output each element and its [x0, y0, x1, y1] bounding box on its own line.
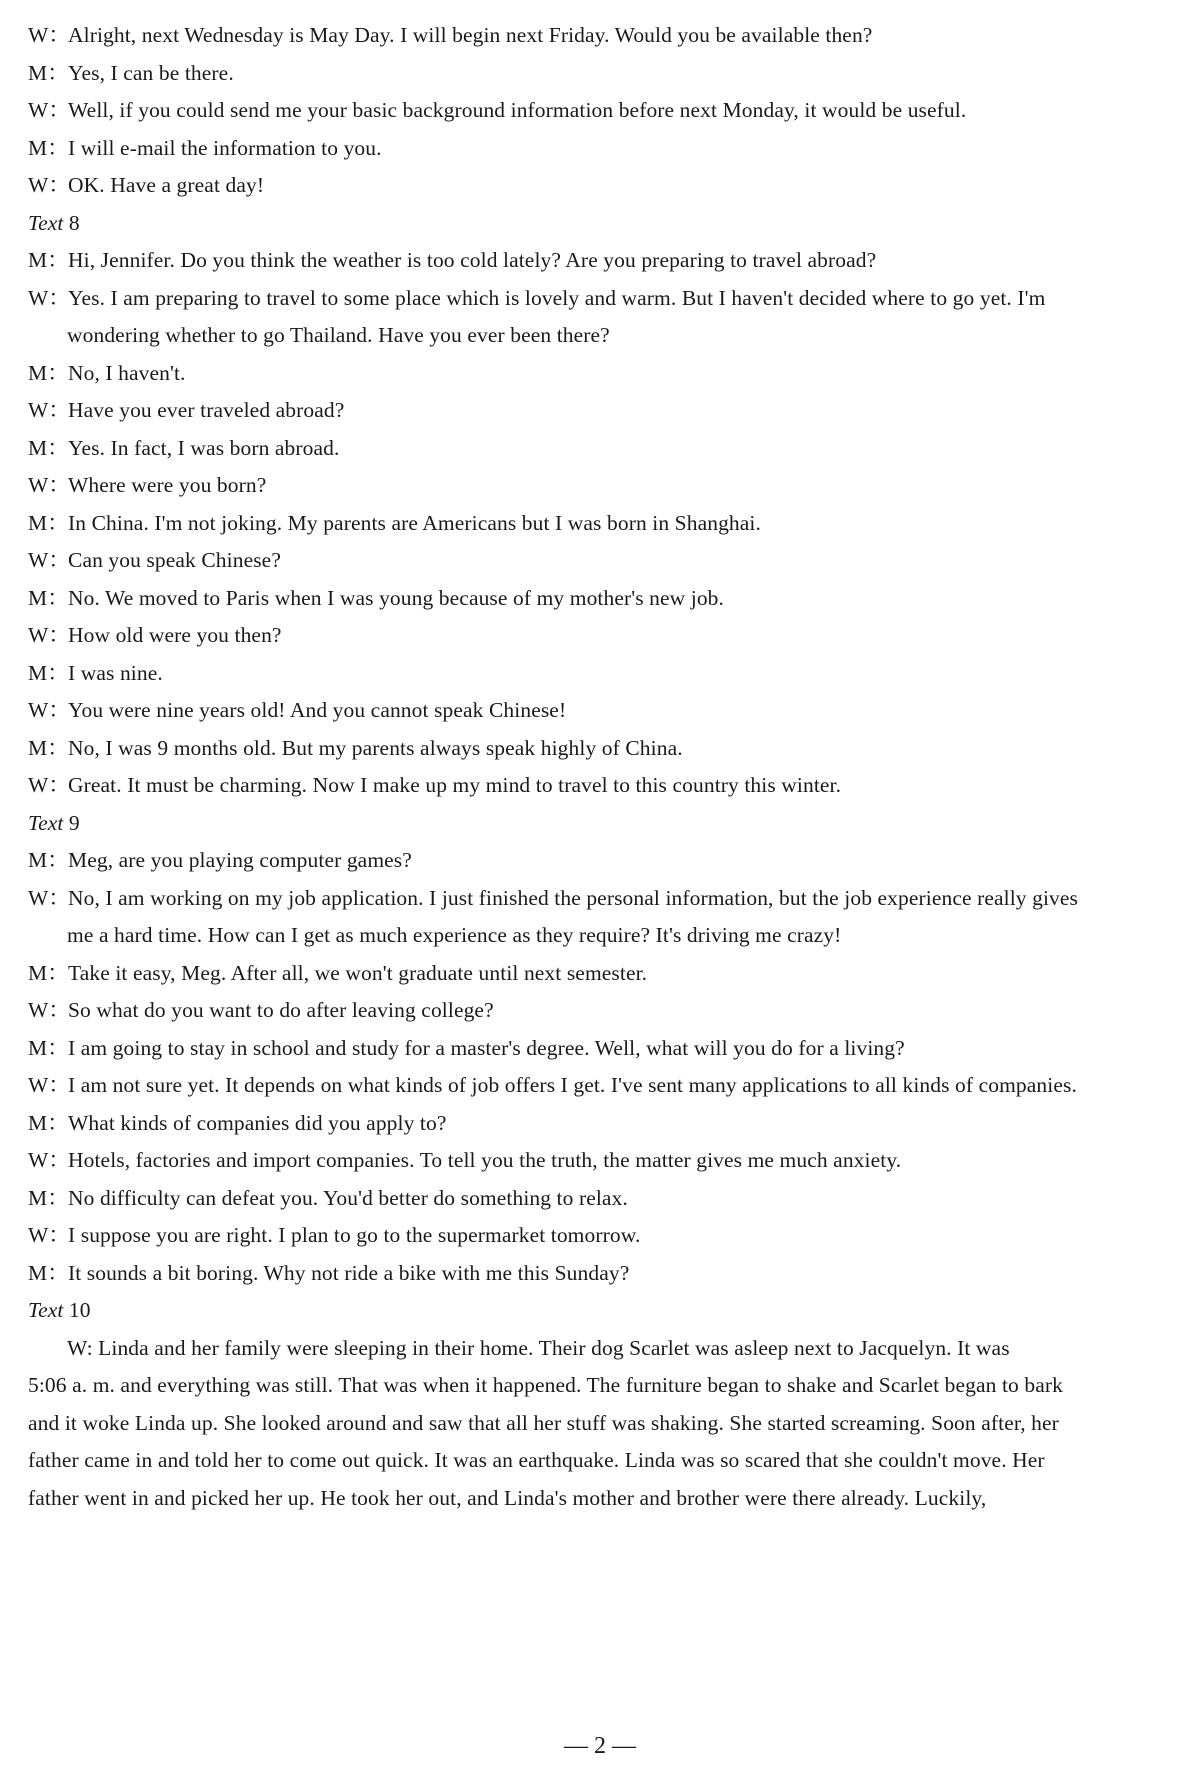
dialogue-line	[28, 470, 1178, 500]
dialogue-line	[28, 133, 1178, 163]
line-text: Yes. In fact, I was born abroad.	[68, 436, 340, 460]
dialogue-line	[28, 1183, 1178, 1213]
line-text: What kinds of companies did you apply to?	[68, 1111, 447, 1135]
speaker-label: W：	[28, 173, 70, 197]
speaker-label: W：	[28, 698, 70, 722]
speaker-label: M：	[28, 136, 69, 160]
line-text: Well, if you could send me your basic background information before next Monday, it would be useful.	[68, 98, 967, 122]
line-text: I was nine.	[68, 661, 163, 685]
line-text: No difficulty can defeat you. You'd better do something to relax.	[68, 1186, 628, 1210]
dialogue-line	[28, 1145, 1178, 1175]
dialogue-line	[28, 508, 1178, 538]
speaker-label: W：	[28, 773, 70, 797]
speaker-label: W：	[28, 886, 70, 910]
line-text: No. We moved to Paris when I was young because of my mother's new job.	[68, 586, 725, 610]
section-heading-text-9	[28, 808, 1178, 838]
speaker-label: M：	[28, 661, 69, 685]
heading-number: 10	[63, 1298, 91, 1322]
speaker-label: M：	[28, 436, 69, 460]
dialogue-line	[28, 658, 1178, 688]
speaker-label: M：	[28, 1186, 69, 1210]
dialogue-line	[28, 433, 1178, 463]
dialogue-line	[28, 58, 1178, 88]
line-text: father came in and told her to come out quick. It was an earthquake. Linda was so scared that she couldn't move. Her	[28, 1448, 1045, 1472]
page-number: — 2 —	[564, 1733, 636, 1759]
section-heading-text-10	[28, 1295, 1178, 1325]
line-text: No, I was 9 months old. But my parents always speak highly of China.	[68, 736, 683, 760]
dialogue-line	[28, 1108, 1178, 1138]
line-text: Where were you born?	[68, 473, 267, 497]
dialogue-line	[28, 583, 1178, 613]
speaker-label: M：	[28, 361, 69, 385]
line-text: I suppose you are right. I plan to go to the supermarket tomorrow.	[68, 1223, 641, 1247]
line-text: 5:06 a. m. and everything was still. That was when it happened. The furniture began to shake and Scarlet began to bark	[28, 1373, 1063, 1397]
line-text: Meg, are you playing computer games?	[68, 848, 412, 872]
speaker-label: W：	[28, 1073, 70, 1097]
line-text: I am not sure yet. It depends on what kinds of job offers I get. I've sent many applications to all kinds of companies.	[68, 1073, 1077, 1097]
speaker-label: M：	[28, 61, 69, 85]
dialogue-line	[28, 770, 1178, 800]
line-text: So what do you want to do after leaving college?	[68, 998, 494, 1022]
line-text: me a hard time. How can I get as much experience as they require? It's driving me crazy!	[67, 923, 842, 947]
speaker-label: M：	[28, 848, 69, 872]
heading-number: 8	[63, 211, 80, 235]
heading-word: Text	[28, 811, 64, 835]
line-text: No, I haven't.	[68, 361, 186, 385]
dialogue-line	[28, 245, 1178, 275]
dialogue-line	[28, 995, 1178, 1025]
heading-word: Text	[28, 1298, 64, 1322]
dialogue-line	[28, 1220, 1178, 1250]
dialogue-line	[28, 1258, 1178, 1288]
line-text: Have you ever traveled abroad?	[68, 398, 345, 422]
passage-line	[28, 1445, 1178, 1475]
speaker-label: W：	[28, 548, 70, 572]
speaker-label: M：	[28, 1036, 69, 1060]
dialogue-continuation	[67, 920, 1178, 950]
line-text: wondering whether to go Thailand. Have you ever been there?	[67, 323, 610, 347]
speaker-label: W：	[28, 286, 70, 310]
speaker-label: W：	[28, 473, 70, 497]
speaker-label: M：	[28, 736, 69, 760]
speaker-label: M：	[28, 1111, 69, 1135]
speaker-label: M：	[28, 1261, 69, 1285]
line-text: W: Linda and her family were sleeping in their home. Their dog Scarlet was asleep next to Jacquelyn. It was	[67, 1336, 1010, 1360]
line-text: Hotels, factories and import companies. To tell you the truth, the matter gives me much anxiety.	[68, 1148, 902, 1172]
dialogue-line	[28, 620, 1178, 650]
line-text: and it woke Linda up. She looked around and saw that all her stuff was shaking. She started screaming. Soon after, her	[28, 1411, 1059, 1435]
passage-line	[28, 1408, 1178, 1438]
heading-number: 9	[63, 811, 80, 835]
speaker-label: M：	[28, 511, 69, 535]
line-text: You were nine years old! And you cannot speak Chinese!	[68, 698, 567, 722]
dialogue-line	[28, 95, 1178, 125]
speaker-label: M：	[28, 961, 69, 985]
speaker-label: M：	[28, 248, 69, 272]
line-text: Alright, next Wednesday is May Day. I will begin next Friday. Would you be available then?	[68, 23, 873, 47]
dialogue-line	[28, 845, 1178, 875]
dialogue-line	[28, 283, 1178, 313]
line-text: Take it easy, Meg. After all, we won't graduate until next semester.	[68, 961, 648, 985]
passage-line	[28, 1370, 1178, 1400]
line-text: Great. It must be charming. Now I make up my mind to travel to this country this winter.	[68, 773, 842, 797]
speaker-label: W：	[28, 998, 70, 1022]
dialogue-line	[28, 883, 1178, 913]
dialogue-line	[28, 545, 1178, 575]
dialogue-line	[28, 395, 1178, 425]
speaker-label: W：	[28, 398, 70, 422]
line-text: Hi, Jennifer. Do you think the weather is too cold lately? Are you preparing to travel abroad?	[68, 248, 877, 272]
line-text: I will e-mail the information to you.	[68, 136, 382, 160]
dialogue-line	[28, 358, 1178, 388]
dialogue-line	[28, 170, 1178, 200]
heading-word: Text	[28, 211, 64, 235]
dialogue-line	[28, 1070, 1178, 1100]
dialogue-line	[28, 20, 1178, 50]
speaker-label: W：	[28, 98, 70, 122]
speaker-label: W：	[28, 23, 70, 47]
dialogue-line	[28, 958, 1178, 988]
line-text: OK. Have a great day!	[68, 173, 265, 197]
line-text: It sounds a bit boring. Why not ride a bike with me this Sunday?	[68, 1261, 630, 1285]
dialogue-line	[28, 733, 1178, 763]
line-text: No, I am working on my job application. I just finished the personal information, but the job experience really gives	[68, 886, 1079, 910]
speaker-label: M：	[28, 586, 69, 610]
line-text: Yes. I am preparing to travel to some place which is lovely and warm. But I haven't decided where to go yet. I'm	[68, 286, 1046, 310]
speaker-label: W：	[28, 1148, 70, 1172]
speaker-label: W：	[28, 623, 70, 647]
dialogue-line	[28, 1033, 1178, 1063]
line-text: In China. I'm not joking. My parents are Americans but I was born in Shanghai.	[68, 511, 761, 535]
line-text: father went in and picked her up. He took her out, and Linda's mother and brother were there already. Luckily,	[28, 1486, 987, 1510]
line-text: Can you speak Chinese?	[68, 548, 281, 572]
line-text: Yes, I can be there.	[68, 61, 234, 85]
line-text: How old were you then?	[68, 623, 282, 647]
dialogue-continuation	[67, 320, 1178, 350]
passage-line	[28, 1483, 1178, 1513]
passage-line	[67, 1333, 1178, 1363]
section-heading-text-8	[28, 208, 1178, 238]
speaker-label: W：	[28, 1223, 70, 1247]
line-text: I am going to stay in school and study for a master's degree. Well, what will you do for a living?	[68, 1036, 905, 1060]
dialogue-line	[28, 695, 1178, 725]
